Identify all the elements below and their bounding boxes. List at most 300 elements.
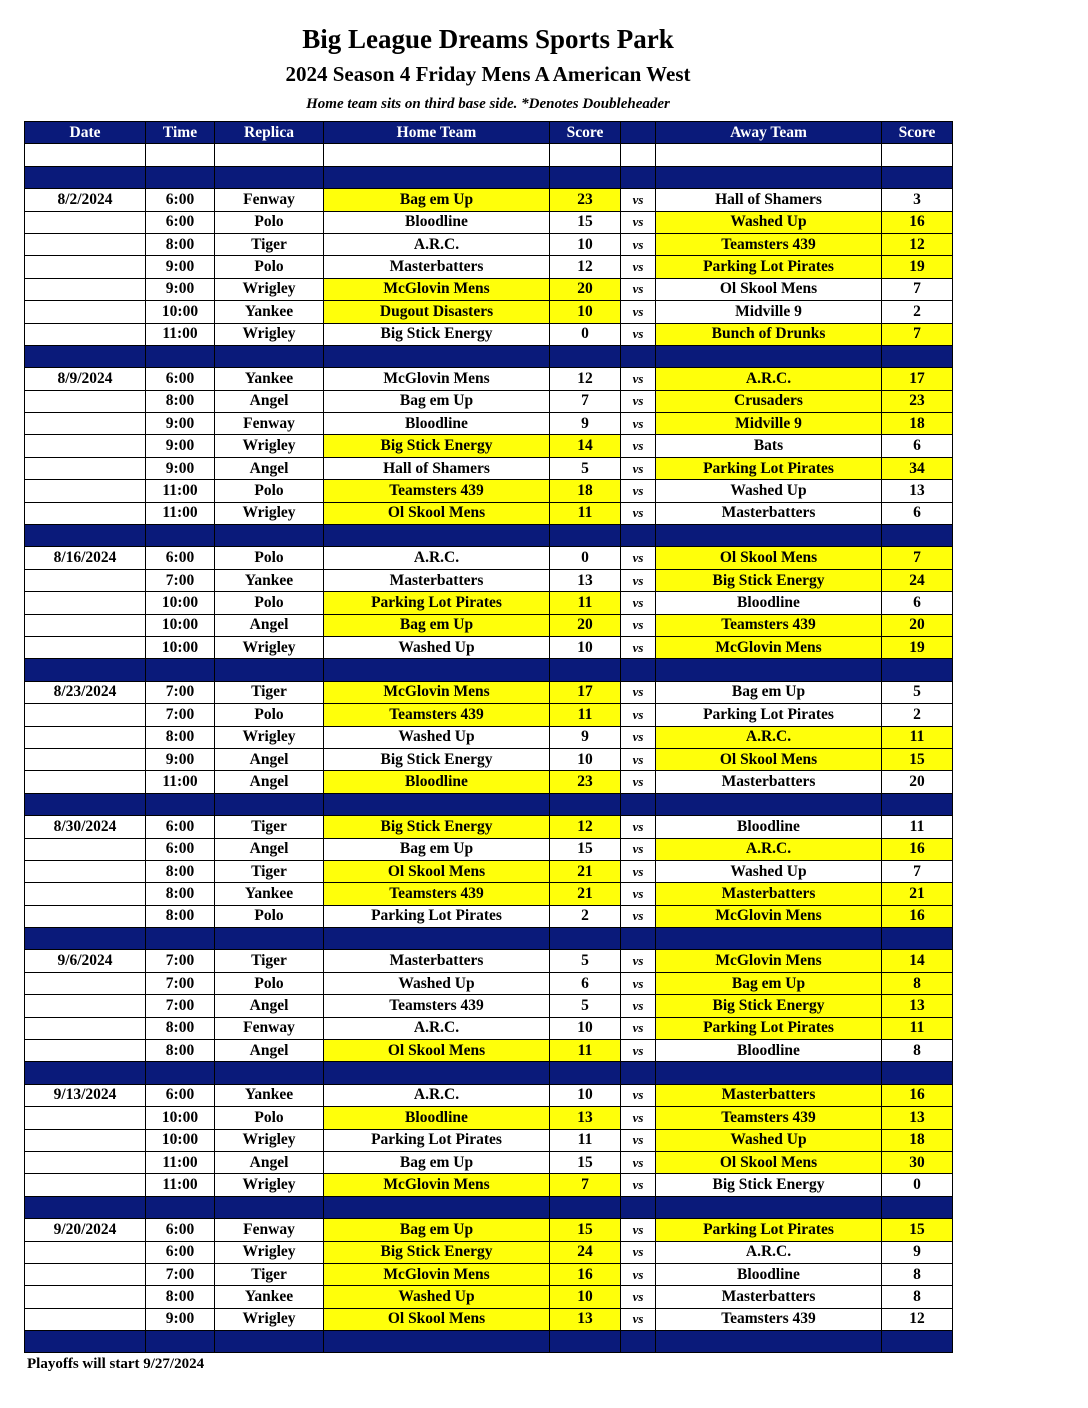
table-row <box>25 457 953 479</box>
date-cell <box>25 278 146 300</box>
time-cell: 9:00 <box>146 278 215 300</box>
date-cell <box>25 905 146 927</box>
replica-cell: Wrigley <box>215 435 324 457</box>
date-cell: 8/16/2024 <box>25 547 146 569</box>
time-cell: 9:00 <box>146 413 215 435</box>
time-cell: 8:00 <box>146 883 215 905</box>
away-team-cell: Ol Skool Mens <box>656 1151 882 1173</box>
separator-cell <box>324 1062 550 1084</box>
away-team-cell: Bag em Up <box>656 681 882 703</box>
separator-cell <box>621 793 656 815</box>
away-team-cell: Teamsters 439 <box>656 614 882 636</box>
separator-cell <box>656 525 882 547</box>
home-score-cell: 7 <box>550 1174 621 1196</box>
away-score-cell: 8 <box>882 1040 953 1062</box>
separator-cell <box>550 1331 621 1353</box>
table-row <box>25 838 953 860</box>
replica-cell: Angel <box>215 614 324 636</box>
table-row <box>25 211 953 233</box>
separator-cell <box>324 928 550 950</box>
home-team-cell: Teamsters 439 <box>324 704 550 726</box>
away-team-cell: A.R.C. <box>656 726 882 748</box>
vs-cell: vs <box>621 390 656 412</box>
separator-cell <box>215 793 324 815</box>
vs-cell: vs <box>621 547 656 569</box>
replica-cell: Wrigley <box>215 636 324 658</box>
away-score-cell: 30 <box>882 1151 953 1173</box>
home-team-cell: Parking Lot Pirates <box>324 1129 550 1151</box>
separator-cell <box>621 1331 656 1353</box>
away-team-cell: Ol Skool Mens <box>656 547 882 569</box>
away-team-cell: Masterbatters <box>656 1286 882 1308</box>
time-cell: 8:00 <box>146 233 215 255</box>
away-team-cell: Big Stick Energy <box>656 995 882 1017</box>
week-separator <box>25 1062 953 1084</box>
table-row <box>25 636 953 658</box>
home-team-cell: Bag em Up <box>324 390 550 412</box>
replica-cell: Wrigley <box>215 278 324 300</box>
separator-cell <box>621 166 656 188</box>
home-team-cell: Washed Up <box>324 726 550 748</box>
away-team-cell: Parking Lot Pirates <box>656 1017 882 1039</box>
away-team-cell: Masterbatters <box>656 771 882 793</box>
away-score-cell: 19 <box>882 636 953 658</box>
away-team-cell: McGlovin Mens <box>656 636 882 658</box>
table-row <box>25 189 953 211</box>
blank-cell <box>324 144 550 166</box>
separator-cell <box>215 345 324 367</box>
away-score-cell: 8 <box>882 1286 953 1308</box>
home-team-cell: A.R.C. <box>324 1084 550 1106</box>
away-team-cell: A.R.C. <box>656 838 882 860</box>
replica-cell: Yankee <box>215 883 324 905</box>
separator-cell <box>25 345 146 367</box>
date-cell: 8/9/2024 <box>25 368 146 390</box>
table-row <box>25 816 953 838</box>
table-row <box>25 950 953 972</box>
schedule-note: Home team sits on third base side. *Denotes Doubleheader <box>306 96 670 112</box>
away-score-cell: 15 <box>882 748 953 770</box>
table-row <box>25 1263 953 1285</box>
table-row <box>25 1084 953 1106</box>
date-cell <box>25 569 146 591</box>
table-row <box>25 435 953 457</box>
table-row <box>25 771 953 793</box>
date-cell <box>25 1241 146 1263</box>
column-header-away-score: Score <box>882 122 953 144</box>
replica-cell: Fenway <box>215 1219 324 1241</box>
time-cell: 11:00 <box>146 1174 215 1196</box>
separator-cell <box>550 1062 621 1084</box>
time-cell: 8:00 <box>146 860 215 882</box>
vs-cell: vs <box>621 592 656 614</box>
away-score-cell: 6 <box>882 592 953 614</box>
home-score-cell: 11 <box>550 502 621 524</box>
replica-cell: Wrigley <box>215 1241 324 1263</box>
date-cell <box>25 636 146 658</box>
separator-cell <box>146 525 215 547</box>
time-cell: 9:00 <box>146 1308 215 1330</box>
replica-cell: Angel <box>215 1040 324 1062</box>
home-score-cell: 15 <box>550 211 621 233</box>
away-score-cell: 34 <box>882 457 953 479</box>
home-score-cell: 23 <box>550 771 621 793</box>
home-score-cell: 10 <box>550 1084 621 1106</box>
week-separator <box>25 659 953 681</box>
away-score-cell: 2 <box>882 704 953 726</box>
table-row <box>25 569 953 591</box>
separator-cell <box>882 659 953 681</box>
date-cell <box>25 480 146 502</box>
blank-cell <box>25 144 146 166</box>
time-cell: 7:00 <box>146 950 215 972</box>
separator-cell <box>550 659 621 681</box>
time-cell: 11:00 <box>146 480 215 502</box>
separator-cell <box>550 928 621 950</box>
table-row <box>25 972 953 994</box>
separator-cell <box>656 1196 882 1218</box>
table-row <box>25 323 953 345</box>
column-header-home-team: Home Team <box>324 122 550 144</box>
date-cell <box>25 1308 146 1330</box>
away-score-cell: 13 <box>882 1107 953 1129</box>
home-score-cell: 15 <box>550 1151 621 1173</box>
away-team-cell: Midville 9 <box>656 413 882 435</box>
vs-cell: vs <box>621 972 656 994</box>
away-score-cell: 13 <box>882 480 953 502</box>
home-score-cell: 12 <box>550 816 621 838</box>
vs-cell: vs <box>621 211 656 233</box>
separator-cell <box>656 928 882 950</box>
separator-cell <box>25 928 146 950</box>
week-separator <box>25 345 953 367</box>
replica-cell: Fenway <box>215 1017 324 1039</box>
time-cell: 11:00 <box>146 771 215 793</box>
away-score-cell: 23 <box>882 390 953 412</box>
replica-cell: Fenway <box>215 189 324 211</box>
vs-cell: vs <box>621 1017 656 1039</box>
away-team-cell: Parking Lot Pirates <box>656 457 882 479</box>
table-row <box>25 1017 953 1039</box>
time-cell: 6:00 <box>146 211 215 233</box>
time-cell: 8:00 <box>146 1286 215 1308</box>
separator-cell <box>146 166 215 188</box>
table-row <box>25 1174 953 1196</box>
away-score-cell: 13 <box>882 995 953 1017</box>
home-team-cell: Big Stick Energy <box>324 323 550 345</box>
replica-cell: Polo <box>215 592 324 614</box>
separator-cell <box>25 525 146 547</box>
away-team-cell: Midville 9 <box>656 301 882 323</box>
separator-cell <box>25 1196 146 1218</box>
home-team-cell: Bag em Up <box>324 1219 550 1241</box>
replica-cell: Yankee <box>215 569 324 591</box>
away-score-cell: 12 <box>882 233 953 255</box>
date-cell <box>25 256 146 278</box>
separator-cell <box>882 525 953 547</box>
away-score-cell: 21 <box>882 883 953 905</box>
date-cell <box>25 233 146 255</box>
separator-cell <box>550 345 621 367</box>
date-cell <box>25 1040 146 1062</box>
table-row <box>25 390 953 412</box>
away-score-cell: 8 <box>882 1263 953 1285</box>
week-separator <box>25 928 953 950</box>
away-team-cell: Washed Up <box>656 211 882 233</box>
away-team-cell: Bloodline <box>656 592 882 614</box>
away-team-cell: Washed Up <box>656 860 882 882</box>
home-team-cell: A.R.C. <box>324 1017 550 1039</box>
away-score-cell: 3 <box>882 189 953 211</box>
date-cell <box>25 1174 146 1196</box>
table-row <box>25 592 953 614</box>
away-team-cell: Bloodline <box>656 816 882 838</box>
separator-cell <box>25 1062 146 1084</box>
vs-cell: vs <box>621 1263 656 1285</box>
home-score-cell: 11 <box>550 592 621 614</box>
away-score-cell: 11 <box>882 1017 953 1039</box>
table-row <box>25 1219 953 1241</box>
home-team-cell: McGlovin Mens <box>324 1263 550 1285</box>
date-cell <box>25 726 146 748</box>
column-header-vs <box>621 122 656 144</box>
home-score-cell: 12 <box>550 256 621 278</box>
home-team-cell: Bag em Up <box>324 189 550 211</box>
separator-cell <box>215 928 324 950</box>
away-team-cell: Bag em Up <box>656 972 882 994</box>
replica-cell: Tiger <box>215 233 324 255</box>
time-cell: 6:00 <box>146 547 215 569</box>
date-cell <box>25 1017 146 1039</box>
home-score-cell: 21 <box>550 883 621 905</box>
time-cell: 9:00 <box>146 748 215 770</box>
separator-cell <box>656 166 882 188</box>
separator-cell <box>621 525 656 547</box>
week-separator <box>25 166 953 188</box>
header-row <box>25 122 953 144</box>
home-team-cell: Teamsters 439 <box>324 883 550 905</box>
away-score-cell: 11 <box>882 816 953 838</box>
time-cell: 10:00 <box>146 636 215 658</box>
time-cell: 11:00 <box>146 502 215 524</box>
separator-cell <box>882 793 953 815</box>
date-cell <box>25 323 146 345</box>
home-score-cell: 14 <box>550 435 621 457</box>
vs-cell: vs <box>621 480 656 502</box>
table-row <box>25 883 953 905</box>
time-cell: 6:00 <box>146 1241 215 1263</box>
replica-cell: Polo <box>215 972 324 994</box>
home-score-cell: 11 <box>550 1040 621 1062</box>
home-score-cell: 6 <box>550 972 621 994</box>
time-cell: 6:00 <box>146 838 215 860</box>
home-score-cell: 5 <box>550 950 621 972</box>
away-team-cell: Ol Skool Mens <box>656 748 882 770</box>
home-score-cell: 10 <box>550 636 621 658</box>
time-cell: 8:00 <box>146 390 215 412</box>
vs-cell: vs <box>621 233 656 255</box>
home-team-cell: Washed Up <box>324 636 550 658</box>
home-team-cell: A.R.C. <box>324 547 550 569</box>
table-row <box>25 1241 953 1263</box>
blank-cell <box>215 144 324 166</box>
time-cell: 8:00 <box>146 1040 215 1062</box>
date-cell <box>25 883 146 905</box>
home-team-cell: Bloodline <box>324 1107 550 1129</box>
away-score-cell: 7 <box>882 547 953 569</box>
separator-cell <box>25 166 146 188</box>
home-score-cell: 9 <box>550 726 621 748</box>
replica-cell: Yankee <box>215 301 324 323</box>
home-team-cell: Bloodline <box>324 771 550 793</box>
home-team-cell: Hall of Shamers <box>324 457 550 479</box>
home-score-cell: 15 <box>550 1219 621 1241</box>
away-score-cell: 7 <box>882 860 953 882</box>
home-team-cell: Bloodline <box>324 211 550 233</box>
table-row <box>25 1040 953 1062</box>
separator-cell <box>215 166 324 188</box>
vs-cell: vs <box>621 681 656 703</box>
vs-cell: vs <box>621 1129 656 1151</box>
date-cell <box>25 1263 146 1285</box>
vs-cell: vs <box>621 614 656 636</box>
replica-cell: Wrigley <box>215 1129 324 1151</box>
replica-cell: Wrigley <box>215 1308 324 1330</box>
time-cell: 7:00 <box>146 972 215 994</box>
time-cell: 7:00 <box>146 995 215 1017</box>
home-score-cell: 0 <box>550 323 621 345</box>
away-team-cell: Bats <box>656 435 882 457</box>
date-cell <box>25 502 146 524</box>
separator-cell <box>882 928 953 950</box>
home-team-cell: Ol Skool Mens <box>324 502 550 524</box>
home-score-cell: 5 <box>550 995 621 1017</box>
vs-cell: vs <box>621 838 656 860</box>
playoffs-note: Playoffs will start 9/27/2024 <box>27 1356 205 1372</box>
home-score-cell: 7 <box>550 390 621 412</box>
away-score-cell: 7 <box>882 323 953 345</box>
separator-cell <box>550 793 621 815</box>
home-score-cell: 21 <box>550 860 621 882</box>
time-cell: 7:00 <box>146 569 215 591</box>
away-score-cell: 19 <box>882 256 953 278</box>
vs-cell: vs <box>621 860 656 882</box>
date-cell <box>25 301 146 323</box>
separator-cell <box>621 659 656 681</box>
separator-cell <box>215 525 324 547</box>
home-team-cell: Ol Skool Mens <box>324 1308 550 1330</box>
home-team-cell: Big Stick Energy <box>324 435 550 457</box>
home-team-cell: McGlovin Mens <box>324 1174 550 1196</box>
away-team-cell: A.R.C. <box>656 368 882 390</box>
week-separator <box>25 1331 953 1353</box>
away-team-cell: Parking Lot Pirates <box>656 704 882 726</box>
table-row <box>25 614 953 636</box>
away-score-cell: 0 <box>882 1174 953 1196</box>
vs-cell: vs <box>621 368 656 390</box>
vs-cell: vs <box>621 636 656 658</box>
away-team-cell: Teamsters 439 <box>656 233 882 255</box>
vs-cell: vs <box>621 278 656 300</box>
replica-cell: Angel <box>215 995 324 1017</box>
home-score-cell: 10 <box>550 1017 621 1039</box>
date-cell <box>25 435 146 457</box>
separator-cell <box>882 1196 953 1218</box>
vs-cell: vs <box>621 1219 656 1241</box>
home-team-cell: Bag em Up <box>324 838 550 860</box>
date-cell <box>25 838 146 860</box>
replica-cell: Wrigley <box>215 323 324 345</box>
date-cell <box>25 704 146 726</box>
blank-cell <box>656 144 882 166</box>
away-team-cell: Masterbatters <box>656 1084 882 1106</box>
home-team-cell: Teamsters 439 <box>324 480 550 502</box>
time-cell: 11:00 <box>146 1151 215 1173</box>
schedule-table <box>24 121 953 1353</box>
away-score-cell: 16 <box>882 211 953 233</box>
replica-cell: Angel <box>215 390 324 412</box>
home-score-cell: 5 <box>550 457 621 479</box>
separator-cell <box>25 1331 146 1353</box>
replica-cell: Polo <box>215 480 324 502</box>
away-team-cell: Teamsters 439 <box>656 1308 882 1330</box>
separator-cell <box>882 1331 953 1353</box>
column-header-time: Time <box>146 122 215 144</box>
away-score-cell: 9 <box>882 1241 953 1263</box>
away-score-cell: 12 <box>882 1308 953 1330</box>
home-score-cell: 13 <box>550 569 621 591</box>
home-team-cell: Big Stick Energy <box>324 816 550 838</box>
vs-cell: vs <box>621 502 656 524</box>
away-score-cell: 16 <box>882 1084 953 1106</box>
replica-cell: Polo <box>215 256 324 278</box>
away-score-cell: 5 <box>882 681 953 703</box>
replica-cell: Polo <box>215 704 324 726</box>
separator-cell <box>25 793 146 815</box>
date-cell: 9/13/2024 <box>25 1084 146 1106</box>
home-score-cell: 12 <box>550 368 621 390</box>
replica-cell: Yankee <box>215 368 324 390</box>
column-header-date: Date <box>25 122 146 144</box>
time-cell: 11:00 <box>146 323 215 345</box>
home-team-cell: Bag em Up <box>324 1151 550 1173</box>
away-score-cell: 17 <box>882 368 953 390</box>
vs-cell: vs <box>621 569 656 591</box>
vs-cell: vs <box>621 905 656 927</box>
replica-cell: Polo <box>215 547 324 569</box>
home-score-cell: 13 <box>550 1308 621 1330</box>
week-separator <box>25 793 953 815</box>
replica-cell: Tiger <box>215 950 324 972</box>
week-separator <box>25 525 953 547</box>
time-cell: 6:00 <box>146 1219 215 1241</box>
home-score-cell: 11 <box>550 704 621 726</box>
separator-cell <box>621 928 656 950</box>
home-score-cell: 17 <box>550 681 621 703</box>
home-team-cell: McGlovin Mens <box>324 681 550 703</box>
date-cell <box>25 592 146 614</box>
away-score-cell: 8 <box>882 972 953 994</box>
date-cell <box>25 413 146 435</box>
vs-cell: vs <box>621 704 656 726</box>
separator-cell <box>215 1062 324 1084</box>
date-cell <box>25 748 146 770</box>
table-row <box>25 256 953 278</box>
away-team-cell: Crusaders <box>656 390 882 412</box>
replica-cell: Angel <box>215 771 324 793</box>
away-score-cell: 16 <box>882 905 953 927</box>
home-score-cell: 10 <box>550 1286 621 1308</box>
